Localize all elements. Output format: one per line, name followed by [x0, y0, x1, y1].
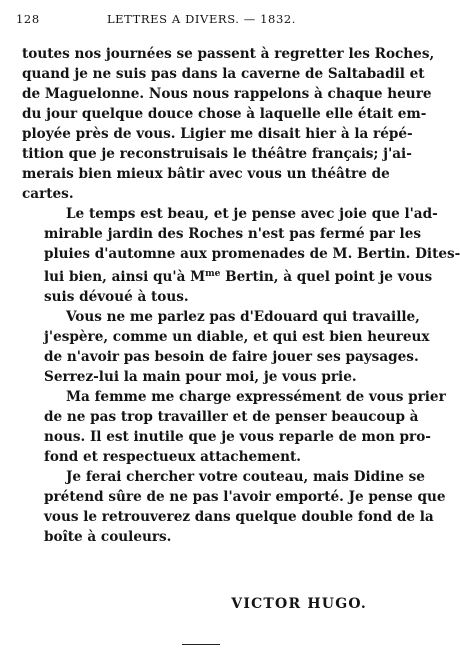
paragraph [22, 204, 460, 307]
text-line: vous le retrouverez dans quelque double fond de la [44, 509, 434, 525]
text-line: merais bien mieux bâtir avec vous un théâtre de [22, 166, 390, 182]
text-line: de Maguelonne. Nous nous rappelons à chaque heure [22, 86, 432, 102]
paragraph [22, 44, 435, 204]
text-line: pluies d'automne aux promenades de M. Bertin. Dites- [44, 246, 460, 262]
text-line: de n'avoir pas besoin de faire jouer ses paysages. [44, 349, 419, 365]
text-line: lui bien, ainsi qu'à $M^{me}$ Bertin, à quel point je vous [44, 269, 433, 285]
closing-rule [182, 644, 220, 645]
text-line: tition que je reconstruisais le théâtre français; j'ai- [22, 146, 412, 162]
text-line: mirable jardin des Roches n'est pas fermé par les [44, 226, 421, 242]
text-line: toutes nos journées se passent à regretter les Roches, [22, 46, 435, 62]
text-line: nous. Il est inutile que je vous reparle de mon pro- [44, 429, 431, 445]
text-line: Vous ne me parlez pas d'Edouard qui travaille, [66, 309, 420, 325]
text-line: Ma femme me charge expressément de vous prier [66, 389, 446, 405]
text-line: Je ferai chercher votre couteau, mais Didine se [66, 469, 425, 485]
text-line: ployée près de vous. Ligier me disait hier à la répé- [22, 126, 413, 142]
text-line: Le temps est beau, et je pense avec joie que l'ad- [66, 206, 438, 222]
running-title: LETTRES A DIVERS. — 1832. [106, 12, 297, 26]
paragraph [22, 467, 446, 547]
paragraph [22, 307, 430, 387]
page-number: 128 [16, 12, 40, 26]
text-line: Serrez-lui la main pour moi, je vous prie. [44, 369, 357, 385]
text-line: suis dévoué à tous. [44, 289, 189, 305]
paragraph [22, 387, 446, 467]
text-line: cartes. [22, 186, 74, 202]
text-line: boîte à couleurs. [44, 529, 172, 545]
text-line: de ne pas trop travailler et de penser beaucoup à [44, 409, 419, 425]
text-line: quand je ne suis pas dans la caverne de Saltabadil et [22, 66, 425, 82]
text-line: j'espère, comme un diable, et qui est bien heureux [44, 329, 430, 345]
text-line: prétend sûre de ne pas l'avoir emporté. Je pense que [44, 489, 446, 505]
letter-body [22, 44, 460, 547]
text-line: fond et respectueux attachement. [44, 449, 302, 465]
signature: VICTOR HUGO. [231, 596, 367, 612]
text-line: du jour quelque douce chose à laquelle elle était em- [22, 106, 427, 122]
page-header [16, 12, 387, 28]
